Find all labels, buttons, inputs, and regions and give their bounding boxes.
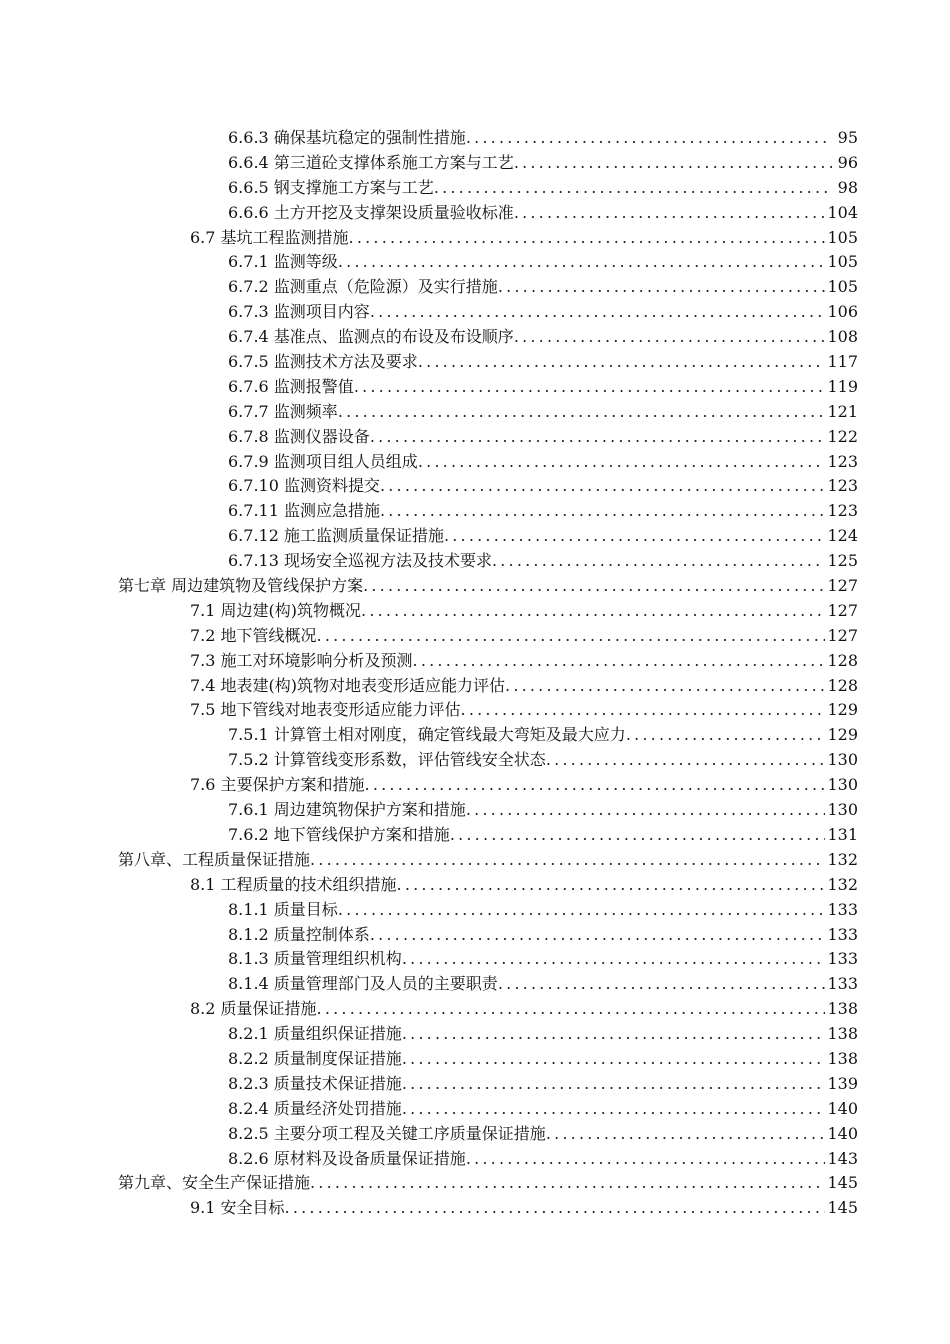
toc-entry-page-number: 138 [827,1048,858,1068]
toc-entry-page-number: 132 [827,874,858,894]
toc-entry[interactable] [0,1072,950,1097]
toc-entry-title: 6.7.10 监测资料提交 [228,476,380,496]
toc-entry-title: 6.6.4 第三道砼支撑体系施工方案与工艺 [228,152,514,172]
toc-dot-leader [498,972,826,997]
toc-dot-leader [466,1147,826,1172]
toc-entry[interactable] [0,773,950,798]
toc-entry[interactable] [0,1196,950,1221]
toc-entry[interactable] [0,649,950,674]
toc-entry-title: 第七章 周边建筑物及管线保护方案 [118,576,364,596]
toc-entry-title: 7.1 周边建(构)筑物概况 [190,600,362,620]
toc-entry-title: 7.2 地下管线概况 [190,625,317,645]
toc-entry-title: 7.6 主要保护方案和措施 [190,775,365,795]
toc-entry[interactable] [0,848,950,873]
toc-dot-leader [450,823,826,848]
toc-dot-leader [338,400,826,425]
toc-entry-title: 7.5 地下管线对地表变形适应能力评估 [190,700,461,720]
toc-entry-page-number: 129 [827,725,858,745]
toc-entry-title: 6.7.12 施工监测质量保证措施 [228,526,444,546]
toc-entry[interactable] [0,873,950,898]
toc-dot-leader [310,1171,825,1196]
toc-entry-title: 8.2.4 质量经济处罚措施 [228,1098,402,1118]
toc-entry-page-number: 127 [827,600,858,620]
toc-entry-page-number: 123 [827,451,858,471]
toc-entry-page-number: 130 [827,775,858,795]
toc-entry-title: 6.7.13 现场安全巡视方法及技术要求 [228,551,492,571]
toc-entry[interactable] [0,698,950,723]
toc-dot-leader [461,698,826,723]
toc-entry[interactable] [0,823,950,848]
toc-entry-page-number: 123 [827,501,858,521]
toc-dot-leader [317,624,826,649]
toc-entry[interactable] [0,375,950,400]
toc-entry[interactable] [0,1171,950,1196]
toc-entry-page-number: 123 [827,476,858,496]
toc-entry-title: 8.1 工程质量的技术组织措施 [190,874,397,894]
toc-dot-leader [626,723,826,748]
toc-entry-page-number: 128 [827,675,858,695]
toc-dot-leader [363,574,825,599]
toc-entry-page-number: 143 [827,1148,858,1168]
toc-dot-leader [434,176,832,201]
toc-dot-leader [402,947,826,972]
toc-dot-leader [402,1047,826,1072]
toc-entry-page-number: 105 [827,227,858,247]
toc-entry[interactable] [0,350,950,375]
toc-entry-page-number: 117 [827,352,858,372]
toc-entry-page-number: 105 [827,252,858,272]
toc-entry-title: 7.6.2 地下管线保护方案和措施 [228,824,450,844]
toc-entry-title: 8.2.1 质量组织保证措施 [228,1024,402,1044]
toc-dot-leader [546,748,826,773]
toc-entry[interactable] [0,499,950,524]
toc-dot-leader [492,549,825,574]
toc-dot-leader [370,923,826,948]
toc-entry-title: 6.6.6 土方开挖及支撑架设质量验收标准 [228,202,514,222]
toc-entry-title: 第八章、工程质量保证措施 [118,849,311,869]
toc-dot-leader [338,898,826,923]
toc-dot-leader [498,275,826,300]
toc-entry[interactable] [0,748,950,773]
toc-entry-title: 8.1.3 质量管理组织机构 [228,949,402,969]
toc-entry-title: 第九章、安全生产保证措施 [118,1173,311,1193]
toc-dot-leader [402,1072,826,1097]
toc-entry-page-number: 132 [827,849,858,869]
toc-entry-title: 6.7.1 监测等级 [228,252,338,272]
toc-entry-page-number: 140 [827,1098,858,1118]
toc-entry[interactable] [0,1047,950,1072]
toc-entry[interactable] [0,1097,950,1122]
toc-dot-leader [466,798,826,823]
toc-entry-page-number: 121 [827,401,858,421]
toc-entry-page-number: 127 [827,576,858,596]
toc-entry-page-number: 133 [827,924,858,944]
toc-dot-leader [466,126,832,151]
toc-dot-leader [514,325,826,350]
toc-entry[interactable] [0,723,950,748]
toc-entry[interactable] [0,549,950,574]
toc-entry-page-number: 122 [827,426,858,446]
toc-dot-leader [349,226,826,251]
toc-entry-page-number: 145 [827,1198,858,1218]
toc-entry-title: 8.2.2 质量制度保证措施 [228,1048,402,1068]
toc-entry-title: 8.1.4 质量管理部门及人员的主要职责 [228,974,498,994]
toc-entry-title: 8.2 质量保证措施 [190,999,317,1019]
toc-entry[interactable] [0,674,950,699]
toc-entry-title: 8.2.3 质量技术保证措施 [228,1073,402,1093]
toc-dot-leader [418,350,826,375]
toc-entry[interactable] [0,176,950,201]
toc-entry-page-number: 138 [827,999,858,1019]
toc-dot-leader [310,848,825,873]
toc-entry[interactable] [0,947,950,972]
toc-entry-page-number: 129 [827,700,858,720]
toc-entry-page-number: 96 [837,152,858,172]
toc-entry-page-number: 108 [827,327,858,347]
toc-entry-page-number: 106 [827,302,858,322]
toc-dot-leader [380,499,825,524]
toc-entry[interactable] [0,798,950,823]
toc-entry[interactable] [0,624,950,649]
toc-dot-leader [546,1122,826,1147]
toc-entry[interactable] [0,325,950,350]
toc-dot-leader [514,151,832,176]
toc-entry-title: 9.1 安全目标 [190,1198,285,1218]
toc-entry-page-number: 124 [827,526,858,546]
toc-dot-leader [361,599,825,624]
toc-entry-title: 6.7.4 基准点、监测点的布设及布设顺序 [228,327,514,347]
toc-entry[interactable] [0,250,950,275]
toc-entry[interactable] [0,997,950,1022]
toc-entry[interactable] [0,226,950,251]
toc-entry-page-number: 130 [827,750,858,770]
toc-entry[interactable] [0,972,950,997]
toc-entry-title: 6.7.9 监测项目组人员组成 [228,451,418,471]
toc-entry-page-number: 140 [827,1123,858,1143]
toc-entry-page-number: 133 [827,949,858,969]
toc-entry-page-number: 133 [827,899,858,919]
toc-dot-leader [444,524,825,549]
toc-dot-leader [338,250,826,275]
toc-entry-page-number: 131 [827,824,858,844]
toc-entry-title: 6.7.7 监测频率 [228,401,338,421]
toc-entry-title: 8.1.2 质量控制体系 [228,924,370,944]
toc-entry-title: 6.7.6 监测报警值 [228,376,354,396]
toc-entry-page-number: 125 [827,551,858,571]
toc-entry-page-number: 127 [827,625,858,645]
toc-entry-title: 7.5.2 计算管线变形系数，评估管线安全状态 [228,750,546,770]
toc-entry-page-number: 95 [837,128,858,147]
toc-entry[interactable] [0,300,950,325]
toc-dot-leader [354,375,826,400]
toc-entry-title: 6.7.3 监测项目内容 [228,302,370,322]
toc-entry-title: 7.6.1 周边建筑物保护方案和措施 [228,800,466,820]
toc-dot-leader [402,1097,826,1122]
toc-entry-page-number: 145 [827,1173,858,1193]
toc-entry-title: 7.5.1 计算管土相对刚度，确定管线最大弯矩及最大应力 [228,725,626,745]
toc-entry[interactable] [0,898,950,923]
toc-dot-leader [285,1196,826,1221]
toc-entry[interactable] [0,524,950,549]
toc-dot-leader [514,201,826,226]
toc-entry[interactable] [0,151,950,176]
toc-entry[interactable] [0,201,950,226]
toc-entry-page-number: 130 [827,800,858,820]
toc-entry[interactable] [0,275,950,300]
toc-entry-title: 6.6.5 钢支撑施工方案与工艺 [228,177,434,197]
toc-entry-title: 7.3 施工对环境影响分析及预测 [190,650,413,670]
toc-entry[interactable] [0,474,950,499]
toc-entry[interactable] [0,400,950,425]
toc-entry-title: 6.7.5 监测技术方法及要求 [228,352,418,372]
toc-dot-leader [370,425,826,450]
toc-entry[interactable] [0,1122,950,1147]
toc-dot-leader [505,674,825,699]
toc-dot-leader [418,450,826,475]
table-of-contents [0,126,950,1221]
toc-entry[interactable] [0,599,950,624]
toc-entry-title: 6.6.3 确保基坑稳定的强制性措施 [228,128,466,147]
toc-entry-title: 6.7.2 监测重点（危险源）及实行措施 [228,277,498,297]
toc-dot-leader [380,474,825,499]
toc-dot-leader [397,873,826,898]
toc-entry-page-number: 105 [827,277,858,297]
toc-entry-title: 6.7 基坑工程监测措施 [190,227,349,247]
toc-entry-page-number: 128 [827,650,858,670]
toc-entry-page-number: 98 [837,177,858,197]
toc-dot-leader [370,300,826,325]
toc-entry-page-number: 119 [827,376,858,396]
toc-dot-leader [317,997,826,1022]
toc-entry-page-number: 138 [827,1024,858,1044]
toc-entry[interactable] [0,126,950,151]
toc-entry-title: 6.7.11 监测应急措施 [228,501,380,521]
toc-dot-leader [365,773,826,798]
toc-dot-leader [402,1022,826,1047]
toc-entry[interactable] [0,1147,950,1172]
toc-entry[interactable] [0,923,950,948]
toc-entry-title: 7.4 地表建(构)筑物对地表变形适应能力评估 [190,675,506,695]
toc-entry[interactable] [0,425,950,450]
toc-entry-title: 6.7.8 监测仪器设备 [228,426,370,446]
toc-entry[interactable] [0,450,950,475]
toc-dot-leader [413,649,826,674]
toc-entry-title: 8.1.1 质量目标 [228,899,338,919]
toc-entry-page-number: 104 [827,202,858,222]
toc-entry-title: 8.2.5 主要分项工程及关键工序质量保证措施 [228,1123,546,1143]
toc-entry-page-number: 133 [827,974,858,994]
toc-entry[interactable] [0,574,950,599]
toc-entry[interactable] [0,1022,950,1047]
toc-entry-page-number: 139 [827,1073,858,1093]
toc-entry-title: 8.2.6 原材料及设备质量保证措施 [228,1148,466,1168]
